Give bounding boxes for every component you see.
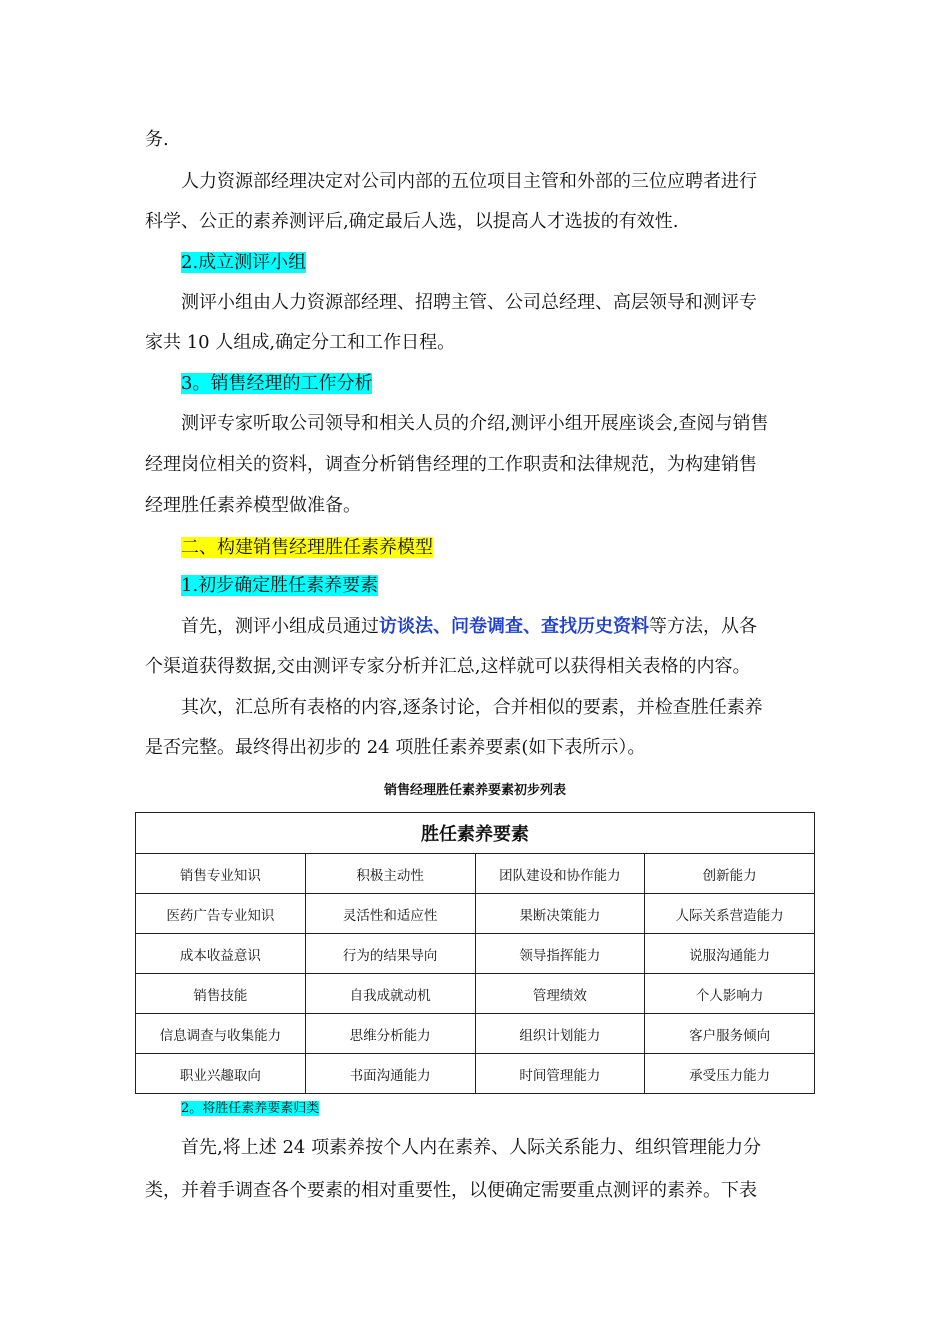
paragraph-line: 测评专家听取公司领导和相关人员的介绍,测评小组开展座谈会,查阅与销售 bbox=[181, 413, 769, 434]
table-cell: 成本收益意识 bbox=[136, 934, 306, 974]
highlighted-heading: 1.初步确定胜任素养要素 bbox=[181, 575, 379, 596]
table-cell: 积极主动性 bbox=[305, 854, 475, 894]
table-cell: 行为的结果导向 bbox=[305, 934, 475, 974]
paragraph-line: 测评小组由人力资源部经理、招聘主管、公司总经理、高层领导和测评专 bbox=[181, 292, 757, 313]
table-caption: 销售经理胜任素养要素初步列表 bbox=[383, 783, 566, 798]
table-cell: 说服沟通能力 bbox=[645, 934, 815, 974]
table-cell: 灵活性和适应性 bbox=[305, 894, 475, 934]
table-cell: 时间管理能力 bbox=[475, 1054, 645, 1094]
paragraph-line: 家共 10 人组成,确定分工和工作日程。 bbox=[145, 332, 456, 353]
paragraph-continuation: 务. bbox=[145, 129, 169, 150]
paragraph-line: 经理岗位相关的资料，调查分析销售经理的工作职责和法律规范，为构建销售 bbox=[145, 454, 757, 475]
table-cell: 销售专业知识 bbox=[136, 854, 306, 894]
paragraph-line: 类，并着手调查各个要素的相对重要性，以便确定需要重点测评的素养。下表 bbox=[145, 1180, 757, 1201]
table-cell: 管理绩效 bbox=[475, 974, 645, 1014]
paragraph-line: 其次，汇总所有表格的内容,逐条讨论，合并相似的要素，并检查胜任素养 bbox=[181, 697, 763, 718]
paragraph-line bbox=[181, 615, 805, 639]
table-cell: 医药广告专业知识 bbox=[136, 894, 306, 934]
table-row bbox=[136, 974, 815, 1014]
table-header: 胜任素养要素 bbox=[136, 813, 815, 854]
table-cell: 书面沟通能力 bbox=[305, 1054, 475, 1094]
table-row bbox=[136, 934, 815, 974]
table-cell: 领导指挥能力 bbox=[475, 934, 645, 974]
table-cell: 职业兴趣取向 bbox=[136, 1054, 306, 1094]
table-cell: 客户服务倾向 bbox=[645, 1014, 815, 1054]
table-row bbox=[136, 854, 815, 894]
subheading-establish-team bbox=[181, 251, 805, 275]
table-cell: 果断决策能力 bbox=[475, 894, 645, 934]
table-row bbox=[136, 894, 815, 934]
table-cell: 创新能力 bbox=[645, 854, 815, 894]
table-cell: 承受压力能力 bbox=[645, 1054, 815, 1094]
table-cell: 思维分析能力 bbox=[305, 1014, 475, 1054]
section-heading bbox=[181, 536, 805, 560]
table-cell: 信息调查与收集能力 bbox=[136, 1014, 306, 1054]
paragraph-line: 科学、公正的素养测评后,确定最后人选，以提高人才选拔的有效性. bbox=[145, 211, 679, 232]
highlighted-section-heading: 二、构建销售经理胜任素养模型 bbox=[181, 537, 433, 558]
competency-table bbox=[135, 812, 815, 1094]
table-header-row bbox=[136, 813, 815, 854]
subheading-job-analysis bbox=[181, 372, 805, 396]
paragraph-line: 人力资源部经理决定对公司内部的五位项目主管和外部的三位应聘者进行 bbox=[181, 171, 757, 192]
paragraph-line: 经理胜任素养模型做准备。 bbox=[145, 495, 361, 516]
table-row bbox=[136, 1054, 815, 1094]
paragraph-line: 首先,将上述 24 项素养按个人内在素养、人际关系能力、组织管理能力分 bbox=[181, 1137, 762, 1158]
paragraph-line: 个渠道获得数据,交由测评专家分析并汇总,这样就可以获得相关表格的内容。 bbox=[145, 656, 751, 677]
table-row bbox=[136, 1014, 815, 1054]
table-cell: 个人影响力 bbox=[645, 974, 815, 1014]
highlighted-heading: 2。将胜任素养要素归类 bbox=[181, 1101, 320, 1116]
paragraph-line: 是否完整。最终得出初步的 24 项胜任素养要素(如下表所示）。 bbox=[145, 737, 646, 758]
highlighted-heading: 2.成立测评小组 bbox=[181, 252, 307, 273]
emphasized-methods: 访谈法、问卷调查、查找历史资料 bbox=[379, 616, 649, 637]
subheading-classify-elements bbox=[181, 1100, 319, 1118]
table-cell: 组织计划能力 bbox=[475, 1014, 645, 1054]
text-run: 首先，测评小组成员通过 bbox=[181, 616, 379, 637]
subheading-initial-elements bbox=[181, 574, 805, 598]
table-cell: 自我成就动机 bbox=[305, 974, 475, 1014]
table-cell: 销售技能 bbox=[136, 974, 306, 1014]
highlighted-heading: 3。销售经理的工作分析 bbox=[181, 373, 373, 394]
table-cell: 团队建设和协作能力 bbox=[475, 854, 645, 894]
text-run: 等方法，从各 bbox=[649, 616, 757, 637]
table-cell: 人际关系营造能力 bbox=[645, 894, 815, 934]
